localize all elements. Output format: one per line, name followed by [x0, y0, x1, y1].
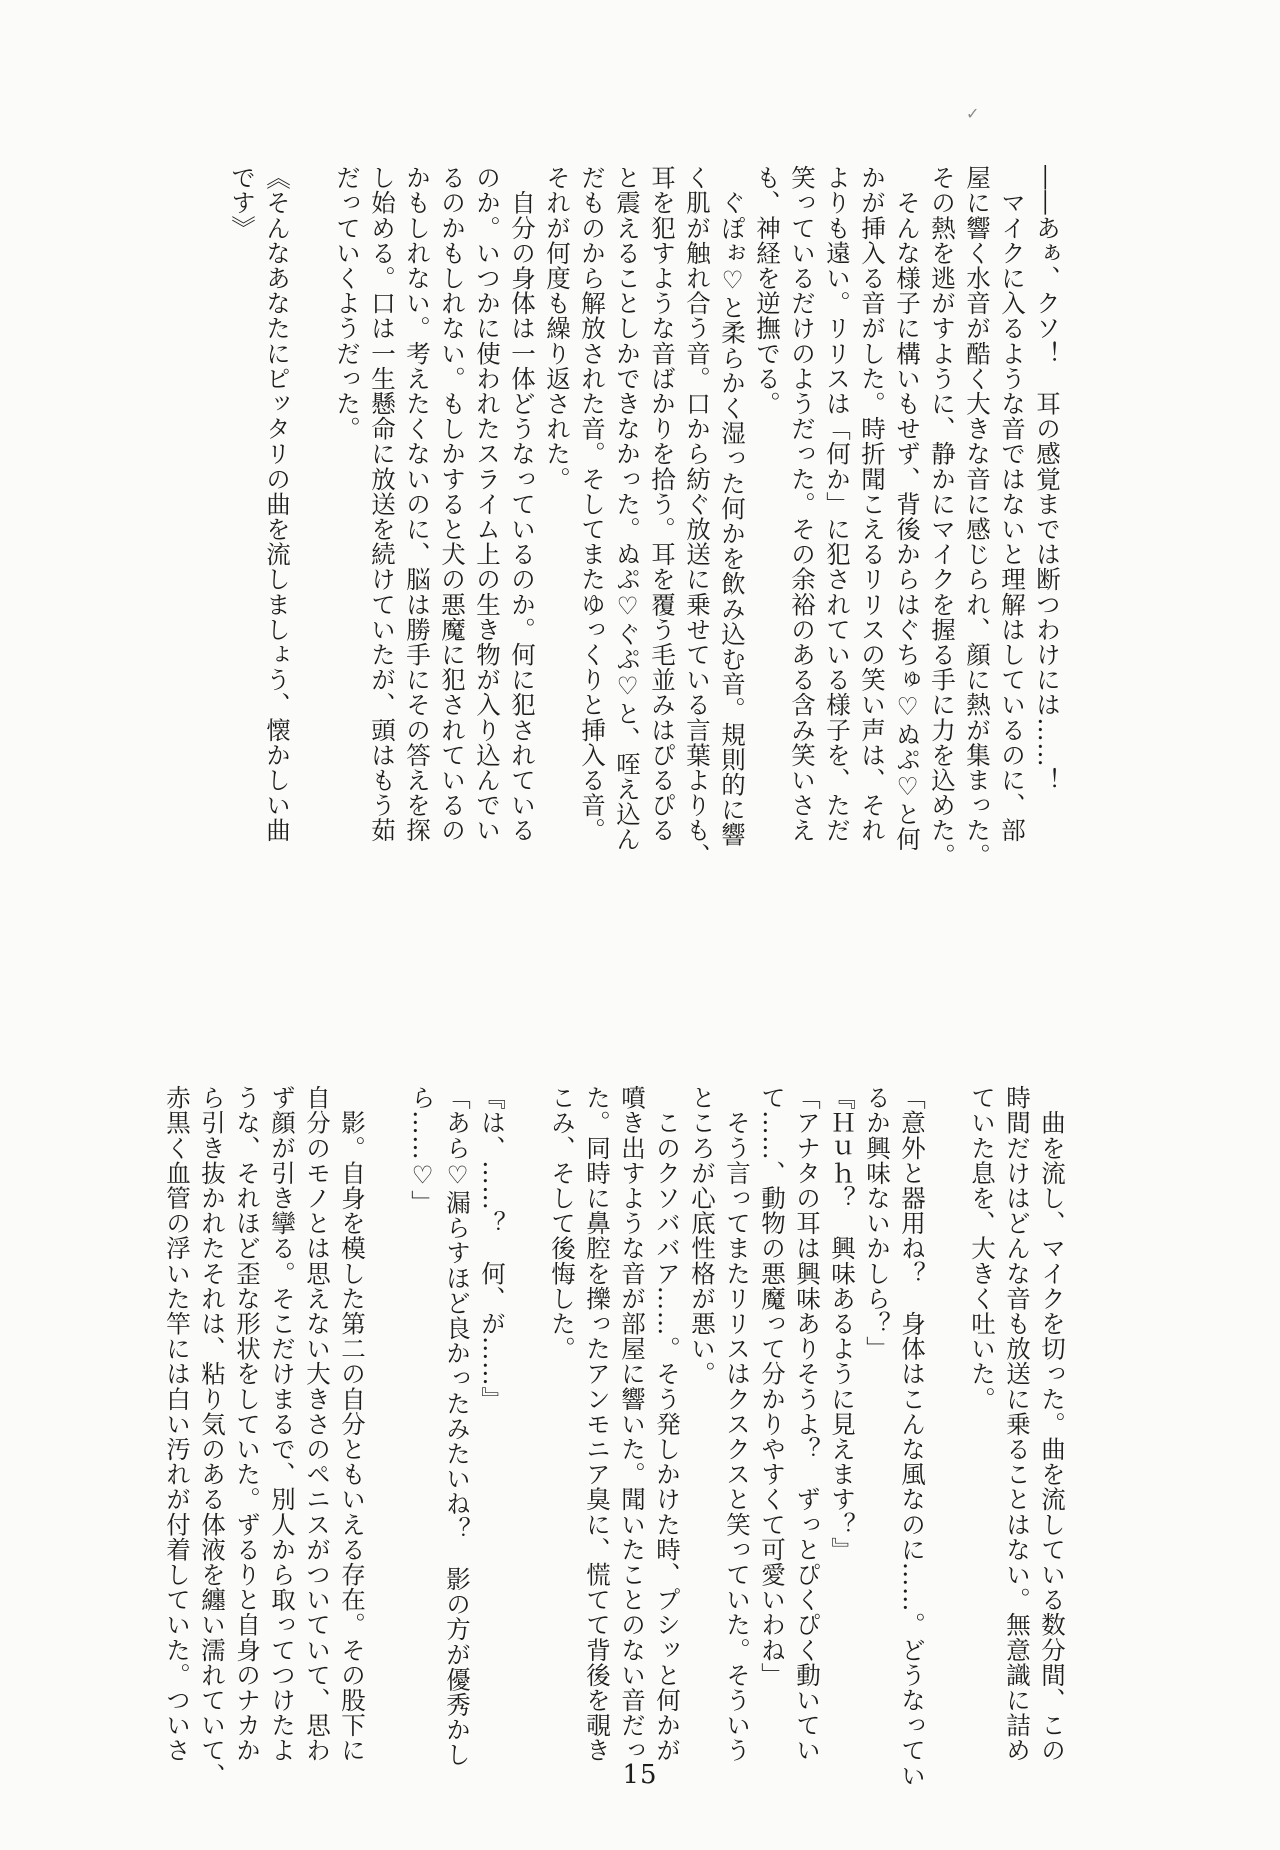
text-line: るのかもしれない。もしかすると犬の悪魔に犯されているの [438, 165, 467, 843]
text-line: のか。いつかに使われたスライム上の生き物が入り込んでい [473, 165, 502, 843]
text-line: た。同時に鼻腔を擽ったアンモニア臭に、慌てて背後を覗き [583, 1085, 612, 1763]
text-line: よりも遠い。リリスは「何か」に犯されている様子を、ただ [823, 165, 852, 843]
text-line: 『は、……？ 何、が……』 [478, 1085, 507, 1412]
text-line: かが挿入る音がした。時折聞こえるリリスの笑い声は、それ [858, 165, 887, 843]
text-line: そう言ってまたリリスはクスクスと笑っていた。そういう [723, 1085, 752, 1763]
text-line: そんな様子に構いもせず、背後からはぐちゅ♡ぬぷ♡と何 [893, 165, 922, 852]
page-number: 15 [622, 1760, 658, 1790]
text-line: その熱を逃がすように、静かにマイクを握る手に力を込めた。 [928, 165, 957, 868]
text-line: 「アナタの耳は興味ありそうよ？ ずっとぴくぴく動いてい [793, 1085, 822, 1763]
text-line: 噴き出すような音が部屋に響いた。聞いたことのない音だっ [618, 1085, 647, 1763]
text-line: も、神経を逆撫でる。 [753, 165, 782, 416]
text-line [295, 165, 330, 955]
text-line: 屋に響く水音が酷く大きな音に感じられ、顔に熱が集まった。 [963, 165, 992, 868]
text-line: 『Ｈｕｈ？ 興味あるように見えます？』 [828, 1085, 857, 1562]
text-line: 「意外と器用ね？ 身体はこんな風なのに……。どうなってい [898, 1085, 927, 1788]
text-line: こみ、そして後悔した。 [548, 1085, 577, 1362]
text-line: このクソババア……。そう発しかけた時、プシッと何かが [653, 1085, 682, 1763]
text-line: し始める。口は一生懸命に放送を続けていたが、頭はもう茹 [368, 165, 397, 843]
text-line: だっていくようだった。 [333, 165, 362, 442]
text-line: るか興味ないかしら？」 [863, 1085, 892, 1362]
text-line [510, 1085, 545, 1690]
text-line: それが何度も繰り返された。 [543, 165, 572, 492]
text-line: 時間だけはどんな音も放送に乗ることはない。無意識に詰め [1003, 1085, 1032, 1763]
text-line: です》 [228, 165, 257, 241]
text-line: 赤黒く血管の浮いた竿には白い汚れが付着していた。ついさ [163, 1085, 192, 1763]
text-line: 笑っているだけのようだった。その余裕のある含み笑いさえ [788, 165, 817, 843]
text-line: ぐぽぉ♡と柔らかく湿った何かを飲み込む音。規則的に響 [718, 165, 747, 848]
text-line: ていた息を、大きく吐いた。 [968, 1085, 997, 1412]
text-line: ら引き抜かれたそれは、粘り気のある体液を纏い濡れていて、 [198, 1085, 227, 1788]
text-line: うな、それほど歪な形状をしていた。ずるりと自身のナカか [233, 1085, 262, 1763]
text-line: 自分のモノとは思えない大きさのペニスがついていて、思わ [303, 1085, 332, 1763]
text-line: ら……♡」 [408, 1085, 437, 1215]
text-line: 影。自身を模した第二の自分ともいえる存在。その股下に [338, 1085, 367, 1763]
text-line: て……、動物の悪魔って分かりやすくて可愛いわね」 [758, 1085, 787, 1688]
text-line: ず顔が引き攣る。そこだけまるで、別人から取ってつけたよ [268, 1085, 297, 1763]
text-line: だものから解放された音。そしてまたゆっくりと挿入る音。 [578, 165, 607, 843]
text-line: と震えることしかできなかった。ぬぷ♡ぐぷ♡と、咥え込ん [613, 165, 642, 852]
text-line: 《そんなあなたにピッタリの曲を流しましょう、懐かしい曲 [263, 165, 292, 843]
text-block-upper [225, 165, 1065, 955]
text-line [370, 1085, 405, 1690]
text-line: ――あぁ、クソ！ 耳の感覚までは断つわけには……！ [1033, 165, 1062, 793]
text-line: 自分の身体は一体どうなっているのか。何に犯されている [508, 165, 537, 843]
text-line [930, 1085, 965, 1690]
text-line: 「あら♡漏らすほど良かったみたいね？ 影の方が優秀かし [443, 1085, 472, 1768]
text-line: く肌が触れ合う音。口から紡ぐ放送に乗せている言葉よりも、 [683, 165, 712, 868]
text-line: マイクに入るような音ではないと理解はしているのに、部 [998, 165, 1027, 843]
text-line: ところが心底性格が悪い。 [688, 1085, 717, 1387]
margin-check-mark: ✓ [966, 104, 980, 123]
text-line: かもしれない。考えたくないのに、脳は勝手にその答えを探 [403, 165, 432, 843]
text-line: 耳を犯すような音ばかりを拾う。耳を覆う毛並みはぴるぴる [648, 165, 677, 843]
text-line: 曲を流し、マイクを切った。曲を流している数分間、この [1038, 1085, 1067, 1763]
